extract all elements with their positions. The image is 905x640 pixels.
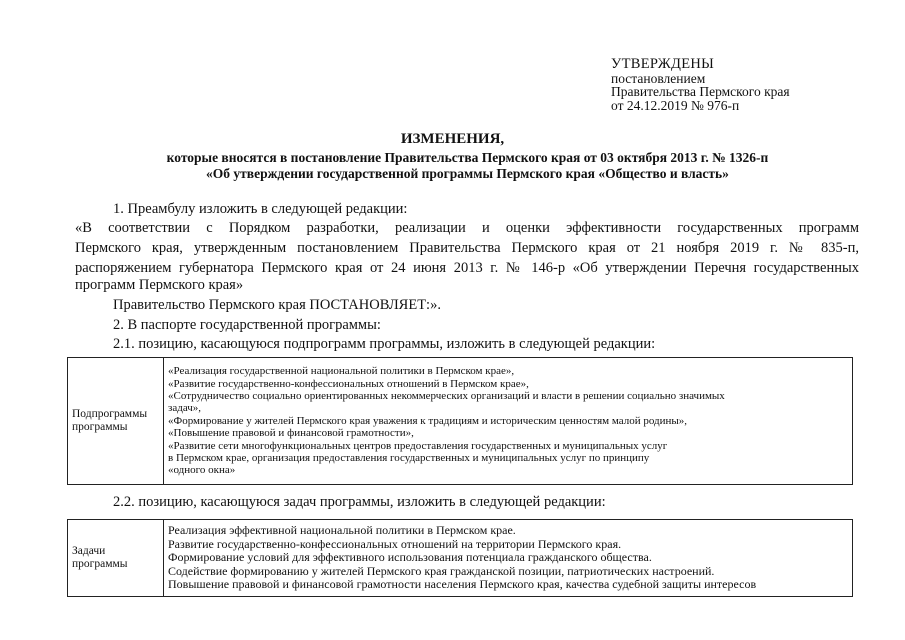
- approval-date: от 24.12.2019 № 976-п: [611, 97, 740, 113]
- document-subtitle: «Об утверждении государственной программы Пермского края «Общество и власть»: [206, 166, 729, 181]
- task-line: Повышение правовой и финансовой грамотности населения Пермского края, качества судебной защиты интересов: [168, 577, 757, 592]
- approval-line: Правительства Пермского края: [611, 84, 790, 99]
- subprograms-table: [67, 357, 853, 485]
- subprogram-line: «Повышение правовой и финансовой грамотности»,: [168, 427, 414, 440]
- paragraph-item-1: 1. Преамбулу изложить в следующей редакции:: [113, 201, 408, 217]
- table-row: [68, 520, 853, 597]
- subprogram-line: «Развитие государственно-конфессиональных отношений в Пермском крае»,: [168, 377, 529, 390]
- table-label: Задачи: [72, 545, 106, 557]
- paragraph-item-2: 2. В паспорте государственной программы:: [113, 317, 381, 333]
- table-label: программы: [72, 558, 128, 570]
- task-line: Развитие государственно-конфессиональных отношений на территории Пермского края.: [168, 536, 622, 551]
- approval-line: постановлением: [611, 70, 706, 86]
- task-line: Формирование условий для эффективного использования потенциала гражданского общества.: [168, 550, 652, 565]
- table-label-cell: [68, 358, 164, 485]
- quote-line: распоряжением губернатора Пермского края от 24 июня 2013 г. № 146-р «Об утверждении Перечня государственных: [75, 260, 859, 276]
- document-subtitle: которые вносятся в постановление Правительства Пермского края от 03 октября 2013 г. № 1326-п: [166, 150, 769, 165]
- subprogram-line: задач»,: [168, 402, 202, 415]
- subprogram-line: «Развитие сети многофункциональных центров предоставления государственных и муниципальных услуг: [168, 439, 668, 452]
- quote-line: Пермского края, утвержденным постановлением Правительства Пермского края от 21 ноября 2019 г. № 835-п,: [75, 240, 859, 256]
- subprogram-line: в Пермском крае, организация предоставления государственных и муниципальных услуг по принципу: [168, 452, 650, 465]
- document-title: ИЗМЕНЕНИЯ,: [400, 131, 505, 147]
- tasks-table: [67, 519, 853, 597]
- table-label-cell: [68, 520, 164, 597]
- table-row: [68, 358, 853, 485]
- table-content-cell: [164, 520, 853, 597]
- subprogram-line: «одного окна»: [168, 464, 236, 477]
- approval-title: УТВЕРЖДЕНЫ: [611, 56, 715, 72]
- quote-line: «В соответствии с Порядком разработки, реализации и оценки эффективности государственных программ: [75, 220, 859, 236]
- subprogram-line: «Сотрудничество социально ориентированных некоммерческих организаций и власти в решении социально значимых: [168, 389, 725, 402]
- table-label: Подпрограммы: [72, 408, 148, 420]
- subprogram-line: «Формирование у жителей Пермского края уважения к традициям и историческим ценностям малой родины»,: [168, 414, 688, 427]
- subprogram-line: «Реализация государственной национальной политики в Пермском крае»,: [168, 365, 515, 378]
- task-line: Содействие формированию у жителей Пермского края гражданской позиции, патриотических настроений.: [168, 563, 715, 578]
- paragraph-item-2-1: 2.1. позицию, касающуюся подпрограмм программы, изложить в следующей редакции:: [113, 336, 656, 352]
- approval-block: [611, 58, 790, 112]
- table-content-cell: [164, 358, 853, 485]
- task-line: Реализация эффективной национальной политики в Пермском крае.: [168, 523, 516, 538]
- quote-line: программ Пермского края»: [75, 277, 244, 293]
- paragraph-decree: Правительство Пермского края ПОСТАНОВЛЯЕТ:».: [113, 297, 441, 313]
- table-label: программы: [72, 421, 128, 433]
- paragraph-item-2-2: 2.2. позицию, касающуюся задач программы, изложить в следующей редакции:: [113, 494, 606, 510]
